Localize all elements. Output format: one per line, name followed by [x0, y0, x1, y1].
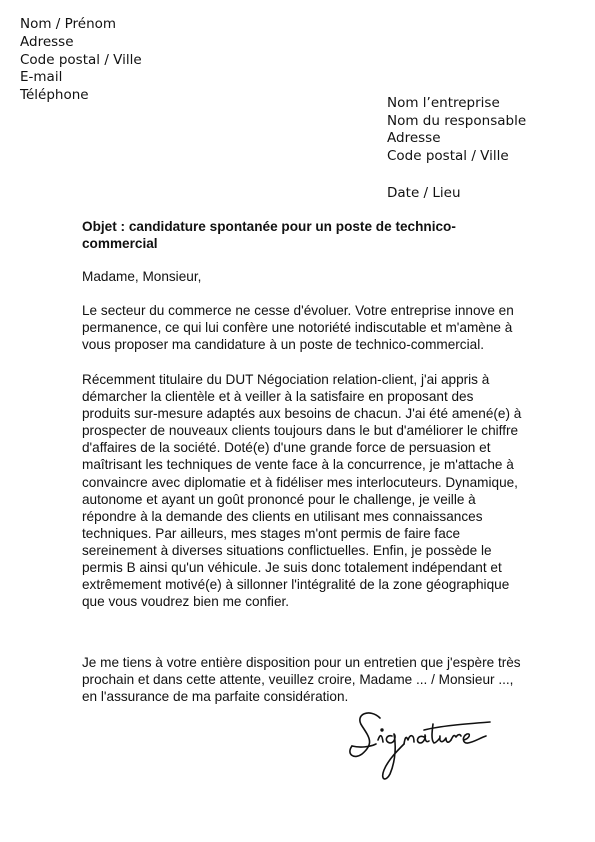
letter-paragraph-experience: Récemment titulaire du DUT Négociation relation-client, j'ai appris à démarcher la clientèle et à veiller à la satisfaire en proposant des produits sur-mesure adaptés aux besoins de chacun. J'ai été amené(e) à prospecter de nouveaux clients toujours dans le but d'améliorer le chiffre d'affaires de la société. Doté(e) d'une grande force de persuasion et maîtrisant les techniques de vente face à la concurrence, je m'attache à convaincre avec diplomatie et à fidéliser mes interlocuteurs. Dynamique, autonome et ayant un goût prononcé pour le challenge, je veille à répondre à la demande des clients en utilisant mes connaissances techniques. Par ailleurs, mes stages m'ont permis de faire face sereinement à diverses situations conflictuelles. Enfin, je possède le permis B ainsi qu'un véhicule. Je suis donc totalement indépendant et extrêmement motivé(e) à sillonner l'intégralité de la zone géographique que vous voudrez bien me confier.: [82, 372, 522, 610]
letter-paragraph-closing: Je me tiens à votre entière disposition pour un entretien que j'espère très prochain et dans cette attente, veuillez croire, Madame ... / Monsieur ..., en l'assurance de ma parfaite considération.: [82, 655, 521, 705]
sender-name: Nom / Prénom: [20, 16, 117, 32]
recipient-address: Adresse: [387, 130, 441, 146]
letter-paragraph-intro: Le secteur du commerce ne cesse d'évoluer. Votre entreprise innove en permanence, ce qui lui confère une notoriété indiscutable et m'amène à vous proposer ma candidature à un poste de technico-commercial.: [82, 303, 514, 353]
sender-block: [20, 16, 142, 105]
sender-postal-city: Code postal / Ville: [20, 51, 142, 68]
sender-address: Adresse: [20, 33, 74, 50]
letter-subject: Objet : candidature spontanée pour un poste de technico-commercial: [82, 219, 456, 252]
recipient-company: Nom l’entreprise: [387, 95, 500, 111]
sender-email: E-mail: [20, 69, 63, 86]
handwritten-signature: [340, 700, 500, 790]
date-place: Date / Lieu: [387, 185, 461, 201]
recipient-postal-city: Code postal / Ville: [387, 147, 509, 164]
recipient-block: [387, 95, 526, 165]
recipient-manager: Nom du responsable: [387, 112, 527, 129]
letter-greeting: Madame, Monsieur,: [82, 269, 202, 284]
sender-phone: Téléphone: [20, 87, 89, 104]
